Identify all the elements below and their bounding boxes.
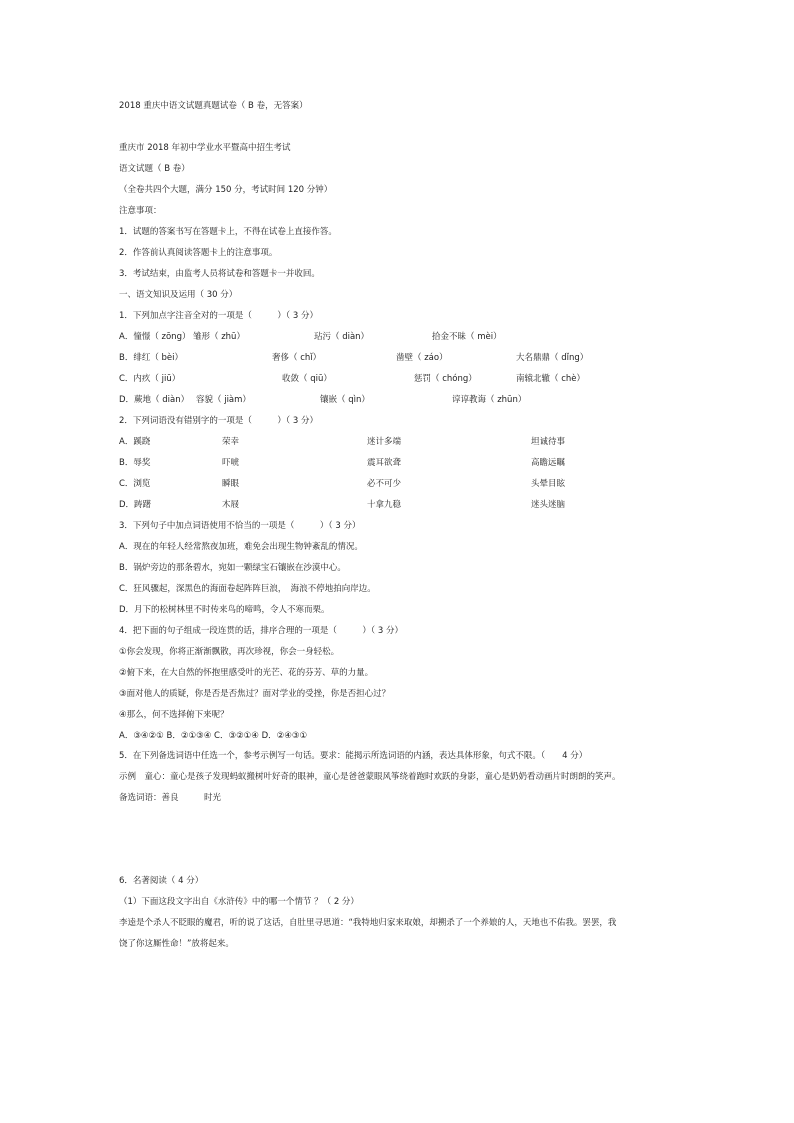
q1-option-a: A．憧憬（ zōng） [119,332,191,342]
q1-option-d-4: 谆谆教诲（ zhūn） [452,395,527,405]
q2-option-c: C．浏览 [119,479,151,489]
q6-sub-question-1: （1）下面这段文字出自《水浒传》中的哪一个情节 ？（ 2 分） [119,897,359,907]
q1-option-a-4: 拾金不昧（ mèi） [432,332,502,342]
q1-option-c-2: 收敛（ qiū） [282,374,332,384]
paper-name: 语文试题（ B 卷） [119,164,190,174]
q2-option-b-3: 震耳欲聋 [367,458,402,468]
q1-option-c: C．内疚（ jiū） [119,374,181,384]
q1-option-d: D．蕨地（ diàn） [119,395,190,405]
note-2: 2．作答前认真阅读答题卡上的注意事项。 [119,248,278,258]
q1-option-b-4: 大名鼎鼎（ dǐng） [516,353,589,363]
question-4-stem: 4．把下面的句子组成一段连贯的话，排序合理的一项是（ ）（ 3 分） [119,626,403,636]
q2-option-c-4: 头晕目眩 [531,479,566,489]
question-3-stem: 3．下列句子中加点词语使用不恰当的一项是（ ）（ 3 分） [119,521,361,531]
q3-option-d: D．月下的松树林里不时传来鸟的啼鸣，令人不寒而栗。 [119,605,330,615]
q5-candidates: 备选词语：善良 时光 [119,793,222,803]
q2-option-c-2: 瞬眼 [222,479,240,489]
q4-sentence-4: ④那么，何不选择俯下来呢？ [119,710,229,720]
q2-option-a-3: 迷计多端 [367,437,402,447]
q3-option-b: B．锅炉旁边的那条碧水，宛如一颗绿宝石镶嵌在沙漠中心。 [119,563,346,573]
q3-option-c: C．狂风骤起，深黑色的海面卷起阵阵巨浪， 海浪不停地拍向岸边。 [119,584,376,594]
q1-option-b-3: 凿壁（ záo） [396,353,448,363]
q5-example: 示例 童心：童心是孩子发现蚂蚁搬树叶好奇的眼神，童心是爸爸蒙眼风筝绕着跑时欢跃的身影，童心是奶奶看动画片时朗朗的笑声。 [119,772,621,782]
q1-option-c-3: 惩罚（ chóng） [414,374,477,384]
q2-option-b-2: 吓唬 [222,458,240,468]
section-heading: 一、语文知识及运用（ 30 分） [119,290,238,300]
q2-option-b-4: 高瞻远瞩 [531,458,566,468]
q6-passage-line-2: 饶了你这厮性命！”放将起来。 [119,939,234,949]
q4-sentence-1: ①你会发现，你将正渐渐飘散，再次珍视，你会一身轻松。 [119,647,340,657]
q2-option-a: A．蹊跷 [119,437,151,447]
q2-option-a-2: 荣幸 [222,437,240,447]
q4-sentence-3: ③面对他人的质疑，你是否是否焦过？面对学业的受挫，你是否担心过？ [119,689,391,699]
q2-option-b: B．辱奖 [119,458,151,468]
q2-option-d-4: 迷头迷脑 [531,500,566,510]
q2-option-d-3: 十拿九稳 [367,500,402,510]
question-1-stem: 1．下列加点字注音全对的一项是（ ）（ 3 分） [119,311,318,321]
q1-option-a-2: 雏形（ zhū） [193,332,245,342]
q3-option-a: A．现在的年轻人经常熬夜加班，难免会出现生物钟紊乱的情况。 [119,542,363,552]
q1-option-d-3: 镶嵌（ qìn） [320,395,370,405]
q1-option-b: B．绯红（ bèi） [119,353,184,363]
q2-option-d-2: 木屐 [222,500,240,510]
q2-option-d: D．踌躇 [119,500,152,510]
note-3: 3．考试结束，由监考人员将试卷和答题卡一并收回。 [119,269,320,279]
q4-sentence-2: ②俯下来，在大自然的怀抱里感受叶的光芒、花的芬芳、草的力量。 [119,668,374,678]
q1-option-d-2: 容貌（ jiàm） [196,395,251,405]
q4-options: A．③④②① B．②①③④ C．③②①④ D．②④③① [119,731,308,741]
q1-option-a-3: 玷污（ diàn） [314,332,370,342]
q1-option-c-4: 南辕北辙（ chè） [516,374,585,384]
exam-info: （全卷共四个大题，满分 150 分，考试时间 120 分钟） [119,185,333,195]
q1-option-b-2: 奢侈（ chǐ） [272,353,322,363]
question-5-stem: 5．在下列备选词语中任选一个，参考示例写一句话。要求：能揭示所选词语的内涵，表达具体形象，句式不限。（ 4 分） [119,751,588,761]
document-title: 2018 重庆中语文试题真题试卷（ B 卷，无答案） [119,101,308,111]
q2-option-c-3: 必不可少 [367,479,402,489]
q6-passage-line-1: 李逵是个杀人不眨眼的魔君，听的说了这话，自肚里寻思道：“我特地归家来取娘，却搠杀了一个养娘的人，天地也不佑我。罢罢，我 [119,918,617,928]
note-1: 1．试题的答案书写在答题卡上，不得在试卷上直接作答。 [119,227,337,237]
question-2-stem: 2．下列词语没有错别字的一项是（ ）（ 3 分） [119,416,318,426]
exam-name: 重庆市 2018 年初中学业水平暨高中招生考试 [119,143,291,153]
q2-option-a-4: 坦诚待事 [531,437,566,447]
question-6-stem: 6．名著阅读（ 4 分） [119,876,204,886]
notes-heading: 注意事项： [119,206,162,216]
